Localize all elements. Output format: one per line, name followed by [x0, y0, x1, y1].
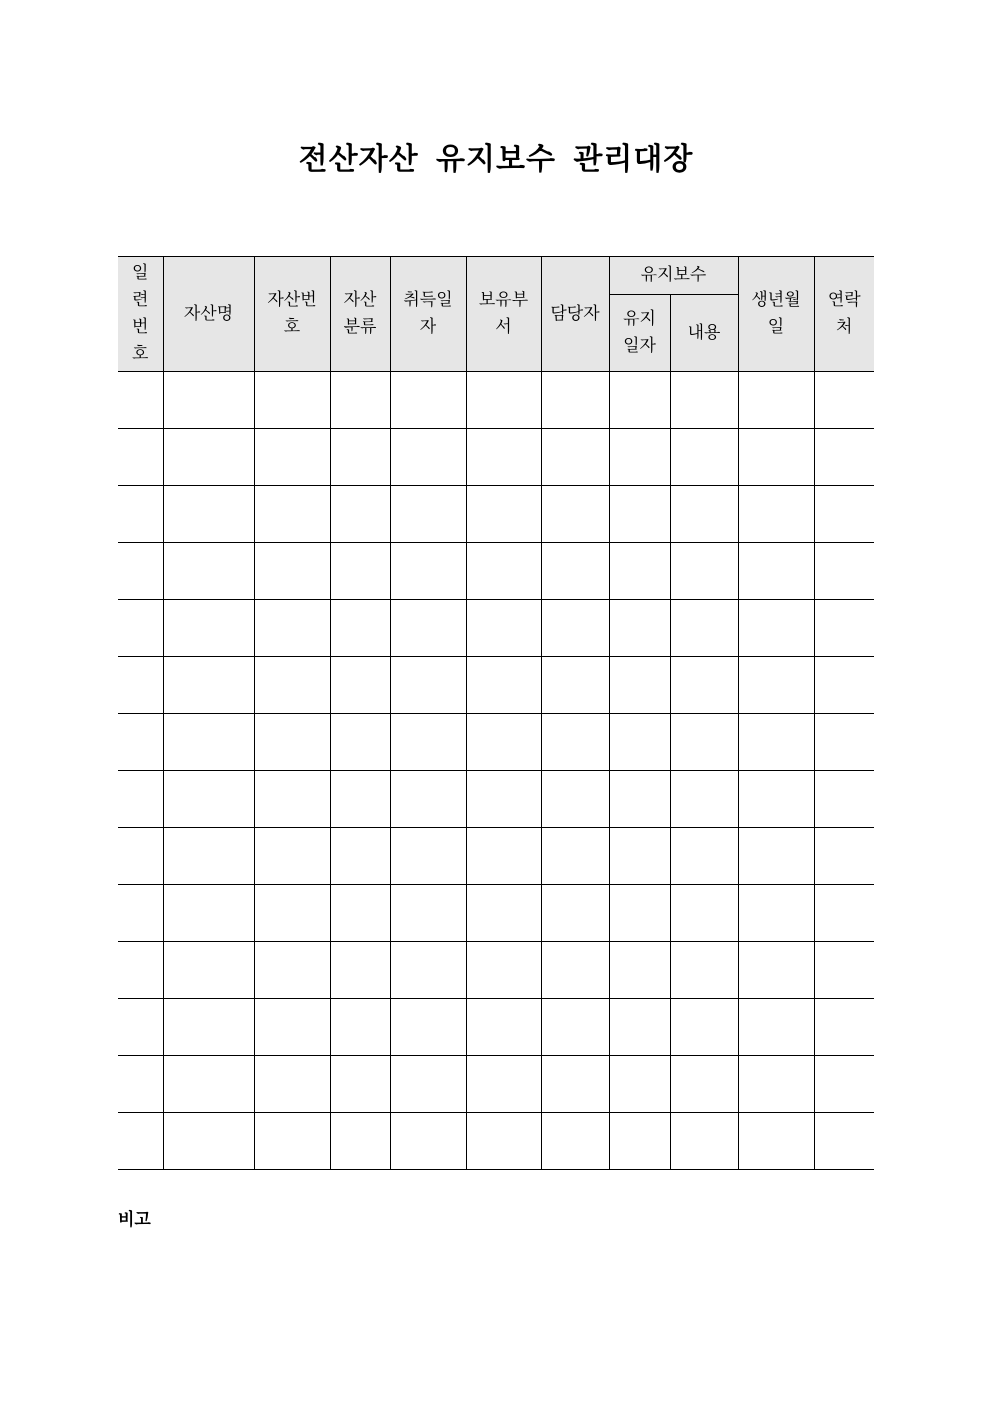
table-cell[interactable] [670, 1113, 738, 1170]
table-cell[interactable] [254, 600, 330, 657]
table-cell[interactable] [163, 1113, 254, 1170]
header-asset-name: 자산명 [163, 257, 254, 372]
table-cell[interactable] [738, 885, 814, 942]
table-cell[interactable] [466, 1056, 541, 1113]
table-cell[interactable] [118, 714, 163, 771]
table-cell[interactable] [670, 1056, 738, 1113]
table-cell[interactable] [330, 429, 390, 486]
table-cell[interactable] [466, 600, 541, 657]
table-row [118, 771, 874, 828]
table-cell[interactable] [118, 543, 163, 600]
table-cell[interactable] [670, 885, 738, 942]
table-cell[interactable] [254, 714, 330, 771]
table-row [118, 714, 874, 771]
header-owner-dept: 보유부서 [466, 257, 541, 372]
table-cell[interactable] [609, 999, 670, 1056]
table-cell[interactable] [738, 999, 814, 1056]
table-cell[interactable] [118, 372, 163, 429]
table-cell[interactable] [738, 429, 814, 486]
table-cell[interactable] [670, 600, 738, 657]
table-cell[interactable] [390, 942, 466, 999]
table-cell[interactable] [330, 657, 390, 714]
table-cell[interactable] [466, 714, 541, 771]
table-cell[interactable] [118, 600, 163, 657]
table-cell[interactable] [670, 372, 738, 429]
table-row [118, 372, 874, 429]
table-cell[interactable] [390, 429, 466, 486]
table-cell[interactable] [118, 429, 163, 486]
table-row [118, 828, 874, 885]
table-row [118, 600, 874, 657]
table-row [118, 942, 874, 999]
table-cell[interactable] [466, 771, 541, 828]
table-cell[interactable] [738, 828, 814, 885]
table-row [118, 486, 874, 543]
table-cell[interactable] [670, 486, 738, 543]
table-cell[interactable] [118, 657, 163, 714]
table-cell[interactable] [609, 828, 670, 885]
table-cell[interactable] [163, 657, 254, 714]
table-cell[interactable] [814, 714, 874, 771]
table-cell[interactable] [330, 543, 390, 600]
header-manager: 담당자 [541, 257, 609, 372]
page-title: 전산자산 유지보수 관리대장 [298, 142, 694, 177]
table-cell[interactable] [738, 372, 814, 429]
table-cell[interactable] [814, 999, 874, 1056]
table-cell[interactable] [466, 543, 541, 600]
table-cell[interactable] [254, 771, 330, 828]
table-cell[interactable] [390, 372, 466, 429]
header-acquisition-date: 취득일자 [390, 257, 466, 372]
table-cell[interactable] [738, 942, 814, 999]
table-cell[interactable] [738, 1113, 814, 1170]
header-maintenance-content: 내용 [670, 295, 738, 372]
table-cell[interactable] [163, 999, 254, 1056]
table-cell[interactable] [609, 885, 670, 942]
table-cell[interactable] [254, 543, 330, 600]
table-cell[interactable] [814, 657, 874, 714]
table-cell[interactable] [330, 600, 390, 657]
table-cell[interactable] [814, 1056, 874, 1113]
table-cell[interactable] [541, 543, 609, 600]
table-cell[interactable] [118, 999, 163, 1056]
table-cell[interactable] [466, 429, 541, 486]
table-cell[interactable] [541, 486, 609, 543]
table-cell[interactable] [541, 429, 609, 486]
table-cell[interactable] [254, 486, 330, 543]
table-cell[interactable] [390, 885, 466, 942]
table-cell[interactable] [609, 486, 670, 543]
table-cell[interactable] [330, 885, 390, 942]
table-cell[interactable] [330, 1056, 390, 1113]
table-cell[interactable] [609, 1113, 670, 1170]
table-row [118, 1113, 874, 1170]
table-cell[interactable] [254, 372, 330, 429]
table-cell[interactable] [609, 600, 670, 657]
table-cell[interactable] [330, 714, 390, 771]
table-cell[interactable] [670, 429, 738, 486]
table-cell[interactable] [541, 999, 609, 1056]
table-cell[interactable] [466, 999, 541, 1056]
table-cell[interactable] [609, 1056, 670, 1113]
table-cell[interactable] [541, 657, 609, 714]
table-cell[interactable] [118, 1113, 163, 1170]
table-cell[interactable] [254, 429, 330, 486]
table-cell[interactable] [609, 942, 670, 999]
table-cell[interactable] [541, 372, 609, 429]
table-cell[interactable] [163, 714, 254, 771]
table-cell[interactable] [466, 486, 541, 543]
table-cell[interactable] [118, 828, 163, 885]
header-asset-no: 자산번호 [254, 257, 330, 372]
table-cell[interactable] [118, 885, 163, 942]
table-cell[interactable] [390, 657, 466, 714]
table-cell[interactable] [541, 771, 609, 828]
table-cell[interactable] [738, 543, 814, 600]
table-cell[interactable] [254, 657, 330, 714]
table-cell[interactable] [254, 828, 330, 885]
table-cell[interactable] [163, 486, 254, 543]
header-maintenance-date: 유지일자 [609, 295, 670, 372]
table-cell[interactable] [541, 828, 609, 885]
table-cell[interactable] [254, 999, 330, 1056]
table-cell[interactable] [814, 600, 874, 657]
table-cell[interactable] [670, 999, 738, 1056]
table-cell[interactable] [330, 942, 390, 999]
table-row [118, 1056, 874, 1113]
remarks-label: 비고 [118, 1210, 151, 1230]
table-cell[interactable] [670, 657, 738, 714]
maintenance-ledger-table [118, 256, 874, 1170]
table-cell[interactable] [163, 372, 254, 429]
table-cell[interactable] [670, 828, 738, 885]
table-cell[interactable] [466, 1113, 541, 1170]
table-cell[interactable] [390, 486, 466, 543]
table-cell[interactable] [609, 429, 670, 486]
table-cell[interactable] [118, 771, 163, 828]
table-cell[interactable] [609, 771, 670, 828]
header-birth-date: 생년월일 [738, 257, 814, 372]
table-cell[interactable] [609, 657, 670, 714]
table-cell[interactable] [330, 486, 390, 543]
table-cell[interactable] [163, 429, 254, 486]
table-cell[interactable] [541, 942, 609, 999]
header-contact: 연락처 [814, 257, 874, 372]
header-asset-class: 자산분류 [330, 257, 390, 372]
table-cell[interactable] [541, 1113, 609, 1170]
table-cell[interactable] [738, 771, 814, 828]
table-cell[interactable] [814, 885, 874, 942]
header-maintenance-group: 유지보수 [609, 257, 738, 295]
table-cell[interactable] [738, 657, 814, 714]
table-cell[interactable] [390, 600, 466, 657]
table-cell[interactable] [390, 1056, 466, 1113]
table-cell[interactable] [118, 942, 163, 999]
table-cell[interactable] [738, 714, 814, 771]
table-cell[interactable] [330, 771, 390, 828]
table-cell[interactable] [670, 942, 738, 999]
table-cell[interactable] [390, 714, 466, 771]
table-cell[interactable] [609, 714, 670, 771]
table-cell[interactable] [330, 372, 390, 429]
table-row [118, 429, 874, 486]
table-cell[interactable] [163, 942, 254, 999]
table-cell[interactable] [163, 1056, 254, 1113]
table-cell[interactable] [814, 828, 874, 885]
table-cell[interactable] [163, 600, 254, 657]
table-cell[interactable] [466, 657, 541, 714]
table-cell[interactable] [814, 942, 874, 999]
table-cell[interactable] [738, 1056, 814, 1113]
table-cell[interactable] [541, 885, 609, 942]
table-cell[interactable] [330, 828, 390, 885]
table-cell[interactable] [541, 600, 609, 657]
table-row [118, 999, 874, 1056]
table-cell[interactable] [466, 828, 541, 885]
table-cell[interactable] [541, 714, 609, 771]
table-cell[interactable] [670, 771, 738, 828]
table-cell[interactable] [163, 885, 254, 942]
table-cell[interactable] [738, 486, 814, 543]
table-cell[interactable] [118, 1056, 163, 1113]
table-row [118, 657, 874, 714]
table-cell[interactable] [814, 372, 874, 429]
table-cell[interactable] [466, 885, 541, 942]
header-serial-no: 일련번호 [118, 257, 163, 372]
table-cell[interactable] [390, 828, 466, 885]
table-cell[interactable] [466, 372, 541, 429]
table-cell[interactable] [541, 1056, 609, 1113]
table-header-row [118, 257, 874, 295]
table-cell[interactable] [814, 1113, 874, 1170]
table-cell[interactable] [118, 486, 163, 543]
table-cell[interactable] [814, 771, 874, 828]
table-cell[interactable] [738, 600, 814, 657]
table-cell[interactable] [163, 828, 254, 885]
table-row [118, 543, 874, 600]
table-cell[interactable] [254, 1113, 330, 1170]
table-cell[interactable] [609, 543, 670, 600]
table-row [118, 885, 874, 942]
table-cell[interactable] [814, 486, 874, 543]
table-cell[interactable] [609, 372, 670, 429]
table-cell[interactable] [670, 543, 738, 600]
table-cell[interactable] [466, 942, 541, 999]
table-cell[interactable] [814, 543, 874, 600]
table-cell[interactable] [254, 885, 330, 942]
table-cell[interactable] [163, 543, 254, 600]
table-cell[interactable] [254, 942, 330, 999]
table-cell[interactable] [390, 1113, 466, 1170]
table-cell[interactable] [163, 771, 254, 828]
table-cell[interactable] [330, 1113, 390, 1170]
table-cell[interactable] [254, 1056, 330, 1113]
table-cell[interactable] [670, 714, 738, 771]
table-cell[interactable] [390, 543, 466, 600]
table-cell[interactable] [390, 771, 466, 828]
table-cell[interactable] [814, 429, 874, 486]
table-cell[interactable] [330, 999, 390, 1056]
table-cell[interactable] [390, 999, 466, 1056]
